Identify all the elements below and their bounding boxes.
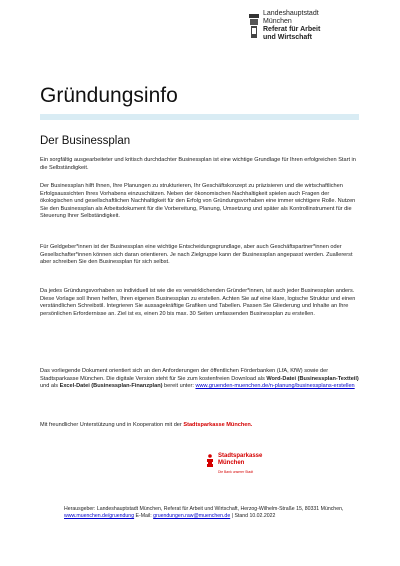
sparkasse-logo [205, 452, 265, 492]
sparkasse-s-icon [205, 454, 215, 468]
partner-name: Stadtsparkasse München. [183, 422, 253, 428]
paragraph-2: Der Businessplan hilft Ihnen, Ihre Planungen zu strukturieren, Ihr Geschäftskonzept zu präzisieren und die wirtschaftlichen Erfolgsaussichten Ihres Vorhabens einzuschätzen. Neben der ökonomischen Nachhaltigkeit spielen auch Fragen der ökologischen und gesellschaftlichen Nachhaltigkeit für den Erfolg von Gründungsvorhaben eine immer wichtigere Rolle. Nutzen Sie den Businessplan als Arbeitsdokument für die Vorbereitung, Planung, Umsetzung und später als Kontrollinstrument für die Steuerung Ihrer Selbständigkeit. [40, 183, 356, 220]
city-logo [248, 10, 368, 50]
paragraph-3: Für Geldgeber*innen ist der Businessplan eine wichtige Entscheidungsgrundlage, aber auch Geschäftspartner*innen oder Gesellschafter*innen können sich daran orientieren. Je nach Zielgruppe kann der Businessplan angepasst werden. Zuallererst aber schreiben Sie den Businessplan für sich selbst. [40, 244, 353, 266]
support-note [40, 422, 252, 428]
paragraph-1: Ein sorgfältig ausgearbeiteter und kritisch durchdachter Businessplan ist eine wichtige Grundlage für Ihren erfolgreichen Start in die Selbständigkeit. [40, 157, 356, 171]
title-divider [40, 114, 359, 120]
footer-website-link[interactable]: www.muenchen.de/gruendung [64, 513, 135, 519]
footer-contact [64, 513, 364, 520]
word-file-label: Word-Datei (Businessplan-Textteil) [266, 375, 359, 382]
paragraph-5-text-a: Das vorliegende Dokument orientiert sich an den Anforderungen der öffentlichen Förderbanken (LfA, KfW) sowie der Stadtsparkasse München. Die digitale Version steht für Sie zum kostenfreien Download als [40, 368, 329, 382]
footer-date: | Stand 10.02.2022 [230, 513, 276, 519]
footer [64, 506, 364, 520]
section-heading: Der Businessplan [40, 135, 131, 147]
sparkasse-name-line2: München [218, 460, 245, 466]
sparkasse-tagline: Die Bank unserer Stadt [218, 470, 254, 474]
footer-publisher: Herausgeber: Landeshauptstadt München, Referat für Arbeit und Wirtschaft, Herzog-Wilhelm-Straße 15, 80331 München, [64, 506, 344, 512]
businessplan-download-link[interactable]: www.gruenden-muenchen.de/n-planung/businessplans-erstellen [195, 383, 355, 390]
sparkasse-name-line1: Stadtsparkasse [218, 453, 263, 459]
paragraph-5-text-c: bereit unter: [162, 383, 196, 390]
footer-email-label: E-Mail: [134, 513, 154, 519]
org-name-line2: München [263, 18, 292, 25]
munich-coat-of-arms-icon [248, 13, 260, 39]
excel-file-label: Excel-Datei (Businessplan-Finanzplan) [59, 383, 163, 390]
dept-name-line1: Referat für Arbeit [263, 26, 321, 33]
dept-name-line2: und Wirtschaft [263, 34, 312, 41]
paragraph-4: Da jedes Gründungsvorhaben so individuell ist wie die es verwirklichenden Gründer*innen, ist auch jeder Businessplan anders. Diese Vorlage soll Ihnen helfen, Ihren eigenen Businessplan zu erstellen. Achten Sie auf eine klare, logische Struktur und einen verständlichen Schreibstil. Integrieren Sie aussagekräftige Grafiken und Tabellen. Passen Sie Gliederung und Inhalte an Ihre persönlichen Erfordernisse an. Ziel ist es, einen 20 bis max. 30 Seiten umfassenden Businessplan zu erstellen. [40, 288, 356, 317]
support-note-text: Mit freundlicher Unterstützung und in Kooperation mit der [40, 422, 184, 428]
paragraph-5-text-b: und als [40, 383, 60, 390]
page-title: Gründungsinfo [40, 84, 178, 107]
paragraph-5 [40, 368, 360, 391]
org-name-line1: Landeshauptstadt [263, 10, 319, 17]
footer-email-link[interactable]: gruendungen.raw@muenchen.de [153, 513, 231, 519]
